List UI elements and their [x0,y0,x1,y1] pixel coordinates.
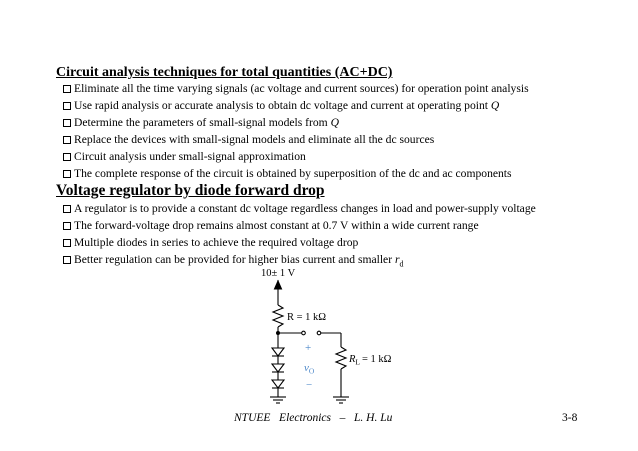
junction-dot [276,331,280,335]
supply-label: 10± 1 V [261,268,296,279]
bullet-item: Multiple diodes in series to achieve the required voltage drop [63,236,358,250]
bullet-item: Replace the devices with small-signal models and eliminate all the dc sources [63,133,434,147]
vo-label: $v_O$ [304,362,315,376]
bullet-item: The forward-voltage drop remains almost constant at 0.7 V within a wide current range [63,219,479,233]
vo-plus: + [305,342,312,354]
supply-arrow-head [275,281,282,289]
resistor-r-label: R = 1 kΩ [287,312,327,323]
resistor-r [273,305,283,327]
footer-author: NTUEE Electronics – L. H. Lu [234,412,393,424]
bullet-item: Eliminate all the time varying signals (ac voltage and current sources) for operation point analysis [63,82,529,96]
ground-icon [333,397,349,403]
page-number: 3-8 [562,412,578,424]
section-heading-circuit-analysis: Circuit analysis techniques for total quantities (AC+DC) [56,65,393,80]
resistor-rl [336,347,346,369]
resistor-rl-label: $R_L = 1$ kΩ [349,354,392,367]
section-heading-voltage-regulator: Voltage regulator by diode forward drop [56,182,325,199]
diode-1 [272,348,284,356]
bullet-item: A regulator is to provide a constant dc voltage regardless changes in load and power-supply voltage [63,202,536,216]
output-terminal-plus [302,331,306,335]
bullet-item: The complete response of the circuit is obtained by superposition of the dc and ac components [63,167,512,181]
vo-minus: − [306,379,313,391]
diode-2 [272,364,284,372]
bullet-item: Better regulation can be provided for higher bias current and smaller $r_d$ [63,253,403,271]
diode-3 [272,380,284,388]
bullet-item: Use rapid analysis or accurate analysis to obtain dc voltage and current at operating point Q [63,99,499,113]
bullet-item: Circuit analysis under small-signal approximation [63,150,306,164]
output-terminal-right [317,331,321,335]
bullet-item: Determine the parameters of small-signal models from Q [63,116,339,130]
ground-icon [270,397,286,403]
